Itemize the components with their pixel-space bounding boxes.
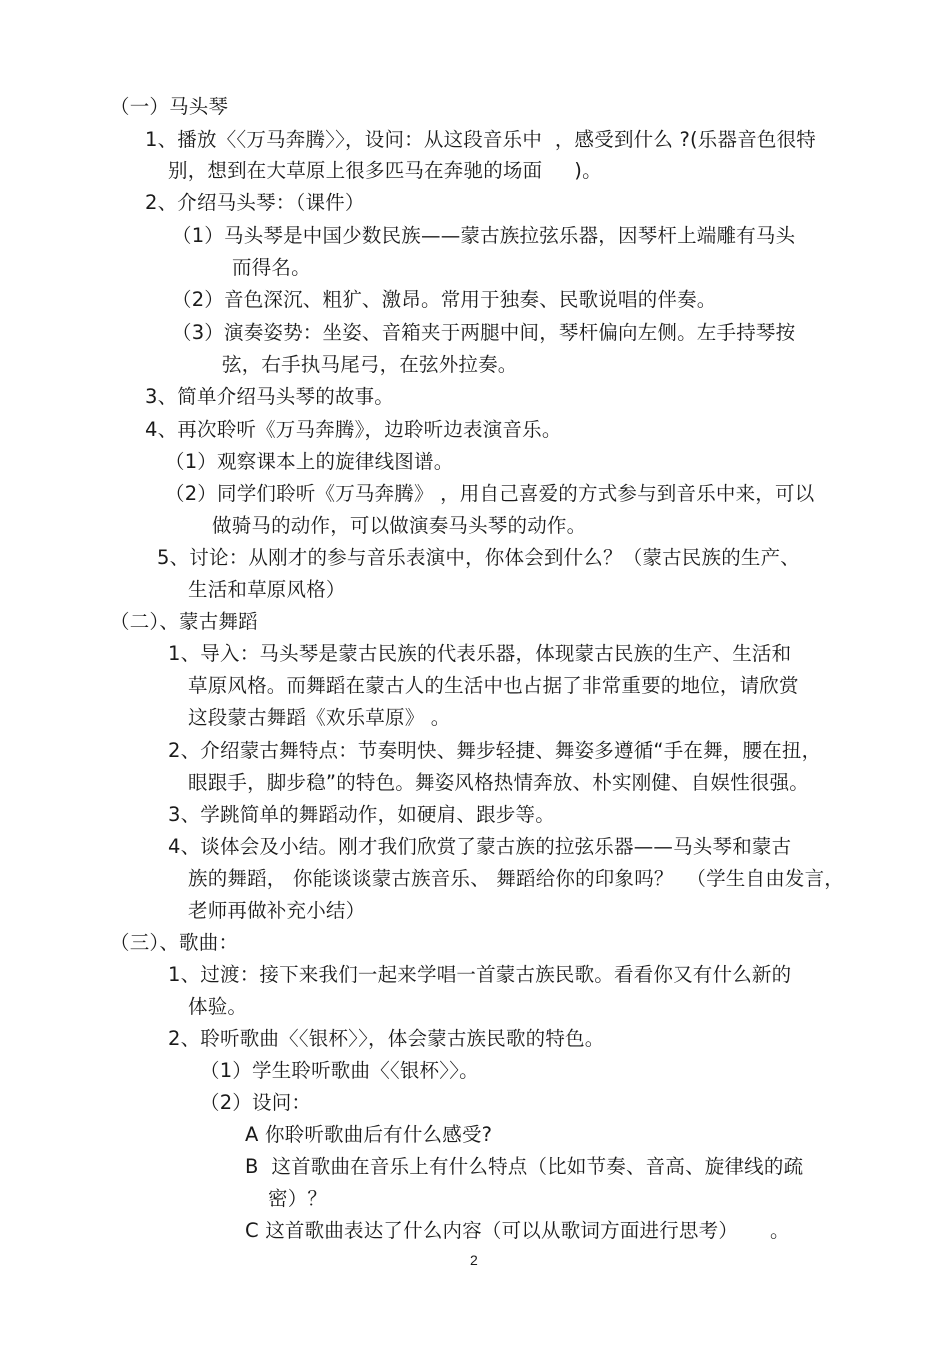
- text-line: 2、聆听歌曲〈〈银杯〉〉，体会蒙古族民歌的特色。: [168, 1027, 605, 1050]
- text-line: 1、播放〈〈万马奔腾〉〉，设问：从这段音乐中 ，感受到什么 ?(乐器音色很特: [145, 128, 817, 151]
- text-line: 1、导入：马头琴是蒙古民族的代表乐器，体现蒙古民族的生产、生活和: [168, 642, 792, 665]
- text-line: 做骑马的动作，可以做演奏马头琴的动作。: [212, 514, 587, 537]
- text-line: （2）音色深沉、粗犷、激昂。常用于独奏、民歌说唱的伴奏。: [172, 288, 717, 311]
- text-line: 这段蒙古舞蹈《欢乐草原》 。: [188, 706, 451, 729]
- text-line: 3、学跳简单的舞蹈动作，如硬肩、跟步等。: [168, 803, 555, 826]
- text-line: B 这首歌曲在音乐上有什么特点（比如节奏、音高、旋律线的疏: [245, 1155, 804, 1178]
- text-line: 4、再次聆听《万马奔腾》，边聆听边表演音乐。: [145, 418, 562, 441]
- text-line: 3、简单介绍马头琴的故事。: [145, 385, 395, 408]
- text-line: 密）？: [268, 1187, 328, 1210]
- text-line: （1）马头琴是中国少数民族——蒙古族拉弦乐器，因琴杆上端雕有马头: [172, 224, 796, 247]
- text-line: 2、介绍马头琴：（课件）: [145, 191, 365, 214]
- section-heading: （一）马头琴: [110, 95, 229, 118]
- text-line: （3）演奏姿势：坐姿、音箱夹于两腿中间，琴杆偏向左侧。左手持琴按: [172, 321, 796, 344]
- text-line: （2）同学们聆听《万马奔腾》 ，用自己喜爱的方式参与到音乐中来，可以: [165, 482, 815, 505]
- text-line: 5、讨论：从刚才的参与音乐表演中，你体会到什么？（蒙古民族的生产、: [157, 546, 801, 569]
- text-line: A 你聆听歌曲后有什么感受?: [245, 1123, 493, 1146]
- text-line: （1）观察课本上的旋律线图谱。: [165, 450, 454, 473]
- text-line: 体验。: [188, 995, 248, 1018]
- text-line: 老师再做补充小结）: [188, 899, 366, 922]
- section-heading: （三）、歌曲：: [110, 931, 239, 954]
- text-line: 族的舞蹈， 你能谈谈蒙古族音乐、 舞蹈给你的印象吗？ （学生自由发言，: [188, 867, 844, 890]
- text-line: 而得名。: [232, 256, 311, 279]
- text-line: 1、过渡：接下来我们一起来学唱一首蒙古族民歌。看看你又有什么新的: [168, 963, 792, 986]
- text-line: 别，想到在大草原上很多匹马在奔驰的场面 )。: [168, 159, 602, 182]
- page-number: 2: [470, 1252, 478, 1268]
- text-line: （1）学生聆听歌曲〈〈银杯〉〉。: [200, 1059, 479, 1082]
- text-line: 生活和草原风格）: [188, 578, 346, 601]
- text-line: 眼跟手，脚步稳”的特色。舞姿风格热情奔放、朴实刚健、自娱性很强。: [188, 771, 810, 794]
- text-line: C 这首歌曲表达了什么内容（可以从歌词方面进行思考） 。: [245, 1219, 790, 1242]
- text-line: （2）设问：: [200, 1091, 312, 1114]
- section-heading: （二）、蒙古舞蹈: [110, 610, 258, 633]
- text-line: 4、谈体会及小结。刚才我们欣赏了蒙古族的拉弦乐器——马头琴和蒙古: [168, 835, 792, 858]
- text-line: 弦，右手执马尾弓，在弦外拉奏。: [222, 353, 518, 376]
- text-line: 2、介绍蒙古舞特点：节奏明快、舞步轻捷、舞姿多遵循“手在舞，腰在扭，: [168, 739, 822, 762]
- text-line: 草原风格。而舞蹈在蒙古人的生活中也占据了非常重要的地位，请欣赏: [188, 674, 799, 697]
